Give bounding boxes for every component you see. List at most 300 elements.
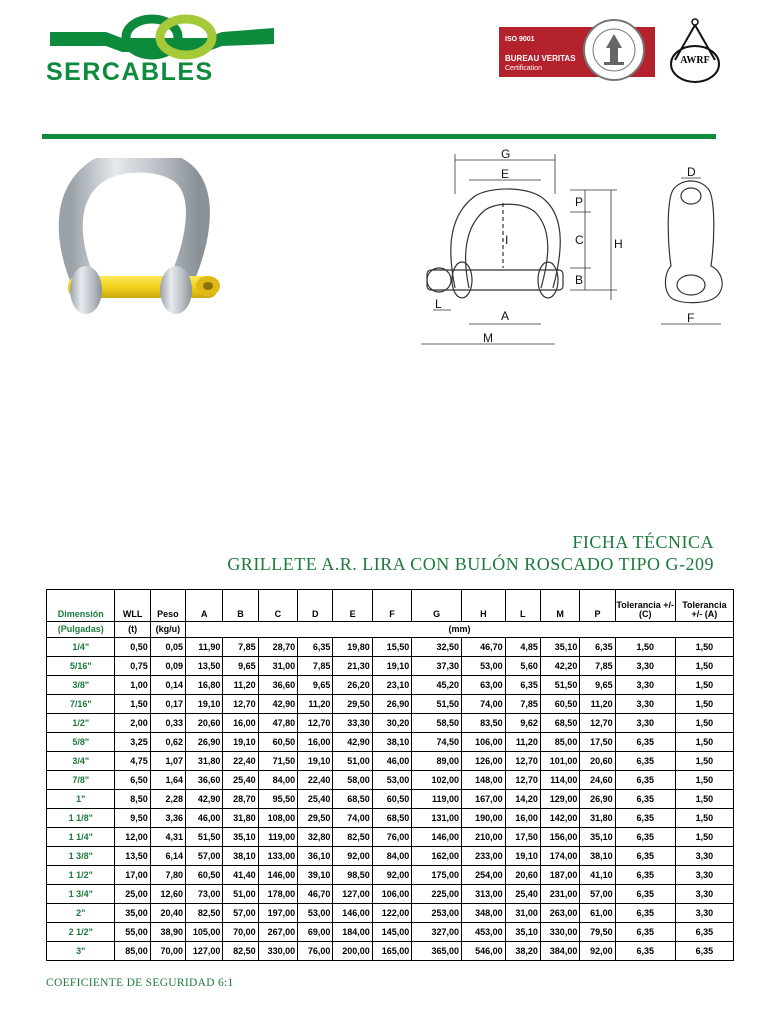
table-cell: 31,80 (580, 809, 615, 828)
table-cell: 108,00 (258, 809, 297, 828)
table-cell: 98,50 (333, 866, 372, 885)
size-cell: 1 3/4" (47, 885, 115, 904)
table-cell: 74,00 (462, 695, 506, 714)
column-header: G (412, 590, 462, 622)
table-cell: 146,00 (412, 828, 462, 847)
table-cell: 12,70 (505, 752, 540, 771)
table-cell: 233,00 (462, 847, 506, 866)
table-cell: 225,00 (412, 885, 462, 904)
column-header: M (540, 590, 579, 622)
table-cell: 142,00 (540, 809, 579, 828)
table-cell: 92,00 (580, 942, 615, 961)
cert-iso-label: ISO 9001 (505, 36, 535, 43)
table-cell: 35,10 (580, 828, 615, 847)
table-row (47, 942, 734, 961)
table-cell: 102,00 (412, 771, 462, 790)
table-cell: 127,00 (333, 885, 372, 904)
table-cell: 76,00 (372, 828, 411, 847)
table-cell: 3,30 (675, 866, 733, 885)
shackle-technical-drawing (405, 148, 745, 348)
table-cell: 6,35 (615, 809, 675, 828)
table-cell: 11,20 (223, 676, 258, 695)
header-divider (42, 134, 716, 139)
table-cell: 156,00 (540, 828, 579, 847)
column-header: Tolerancia +/- (A) (675, 590, 733, 622)
table-cell: 0,09 (150, 657, 185, 676)
table-cell: 70,00 (150, 942, 185, 961)
table-cell: 8,50 (115, 790, 150, 809)
table-cell: 41,10 (580, 866, 615, 885)
table-cell: 165,00 (372, 942, 411, 961)
column-header: E (333, 590, 372, 622)
table-cell: 19,10 (223, 733, 258, 752)
column-header: H (462, 590, 506, 622)
size-cell: 1 3/8" (47, 847, 115, 866)
table-cell: 12,60 (150, 885, 185, 904)
table-cell: 1,00 (115, 676, 150, 695)
table-cell: 200,00 (333, 942, 372, 961)
table-cell: 1,50 (615, 638, 675, 657)
table-cell: 29,50 (333, 695, 372, 714)
table-cell: 7,85 (223, 638, 258, 657)
column-header: P (580, 590, 615, 622)
table-cell: 0,50 (115, 638, 150, 657)
table-cell: 68,50 (540, 714, 579, 733)
table-cell: 82,50 (223, 942, 258, 961)
size-cell: 2 1/2" (47, 923, 115, 942)
table-cell: 231,00 (540, 885, 579, 904)
table-cell: 85,00 (540, 733, 579, 752)
dim-label-h: H (614, 237, 623, 251)
table-cell: 2,28 (150, 790, 185, 809)
units-wll: (t) (115, 622, 150, 638)
table-cell: 6,14 (150, 847, 185, 866)
table-cell: 3,30 (615, 714, 675, 733)
table-cell: 53,00 (298, 904, 333, 923)
cert-bureau-label: BUREAU VERITAS (505, 54, 576, 63)
table-cell: 1,64 (150, 771, 185, 790)
table-cell: 9,65 (298, 676, 333, 695)
table-cell: 148,00 (462, 771, 506, 790)
table-cell: 254,00 (462, 866, 506, 885)
table-cell: 19,10 (505, 847, 540, 866)
table-cell: 1,50 (675, 714, 733, 733)
table-cell: 1,50 (675, 809, 733, 828)
table-cell: 133,00 (258, 847, 297, 866)
dim-label-g: G (501, 148, 511, 161)
table-cell: 26,90 (186, 733, 223, 752)
table-cell: 0,33 (150, 714, 185, 733)
table-cell: 31,80 (223, 809, 258, 828)
table-cell: 1,50 (675, 657, 733, 676)
table-cell: 0,05 (150, 638, 185, 657)
size-cell: 1" (47, 790, 115, 809)
table-cell: 197,00 (258, 904, 297, 923)
table-cell: 6,35 (675, 923, 733, 942)
table-cell: 327,00 (412, 923, 462, 942)
table-cell: 82,50 (186, 904, 223, 923)
table-cell: 101,00 (540, 752, 579, 771)
table-cell: 13,50 (115, 847, 150, 866)
table-cell: 7,85 (580, 657, 615, 676)
table-row (47, 866, 734, 885)
table-cell: 31,00 (505, 904, 540, 923)
table-cell: 12,70 (505, 771, 540, 790)
table-cell: 42,20 (540, 657, 579, 676)
size-cell: 1/4" (47, 638, 115, 657)
table-cell: 15,50 (372, 638, 411, 657)
table-cell: 74,50 (412, 733, 462, 752)
table-cell: 29,50 (298, 809, 333, 828)
table-cell: 11,20 (298, 695, 333, 714)
table-cell: 16,80 (186, 676, 223, 695)
table-cell: 38,20 (505, 942, 540, 961)
table-cell: 6,35 (615, 942, 675, 961)
table-cell: 31,00 (258, 657, 297, 676)
table-cell: 190,00 (462, 809, 506, 828)
table-cell: 12,70 (298, 714, 333, 733)
dim-label-i: I (505, 233, 509, 247)
column-header: C (258, 590, 297, 622)
table-cell: 17,50 (580, 733, 615, 752)
table-row (47, 809, 734, 828)
column-header: Dimensión (47, 590, 115, 622)
dim-label-l: L (435, 297, 442, 311)
sheet-title: FICHA TÉCNICA (572, 532, 714, 552)
table-cell: 51,50 (186, 828, 223, 847)
table-cell: 25,40 (505, 885, 540, 904)
table-cell: 26,20 (333, 676, 372, 695)
table-cell: 36,60 (258, 676, 297, 695)
table-cell: 122,00 (372, 904, 411, 923)
table-cell: 57,00 (186, 847, 223, 866)
table-row (47, 885, 734, 904)
table-cell: 1,50 (675, 771, 733, 790)
table-cell: 22,40 (223, 752, 258, 771)
size-cell: 5/16" (47, 657, 115, 676)
table-row (47, 676, 734, 695)
table-cell: 42,90 (333, 733, 372, 752)
table-cell: 131,00 (412, 809, 462, 828)
table-cell: 14,20 (505, 790, 540, 809)
table-cell: 267,00 (258, 923, 297, 942)
table-cell: 106,00 (462, 733, 506, 752)
table-cell: 23,10 (372, 676, 411, 695)
table-cell: 25,40 (298, 790, 333, 809)
table-cell: 53,00 (462, 657, 506, 676)
table-row (47, 752, 734, 771)
table-cell: 0,75 (115, 657, 150, 676)
table-cell: 55,00 (115, 923, 150, 942)
column-header: F (372, 590, 411, 622)
table-cell: 28,70 (258, 638, 297, 657)
table-cell: 76,00 (298, 942, 333, 961)
bureau-veritas-seal-icon (582, 18, 646, 82)
table-cell: 9,65 (580, 676, 615, 695)
table-cell: 46,70 (298, 885, 333, 904)
table-row (47, 847, 734, 866)
table-cell: 68,50 (333, 790, 372, 809)
table-cell: 42,90 (186, 790, 223, 809)
table-cell: 313,00 (462, 885, 506, 904)
table-cell: 19,10 (372, 657, 411, 676)
table-cell: 1,50 (675, 695, 733, 714)
dim-label-p: P (575, 195, 584, 209)
table-cell: 6,35 (580, 638, 615, 657)
table-cell: 19,10 (298, 752, 333, 771)
table-cell: 365,00 (412, 942, 462, 961)
table-cell: 7,85 (505, 695, 540, 714)
table-cell: 1,50 (675, 828, 733, 847)
size-cell: 7/8" (47, 771, 115, 790)
table-cell: 7,80 (150, 866, 185, 885)
table-cell: 146,00 (258, 866, 297, 885)
table-cell: 92,00 (372, 866, 411, 885)
table-cell: 60,50 (186, 866, 223, 885)
table-cell: 146,00 (333, 904, 372, 923)
table-units-row (47, 622, 734, 638)
table-cell: 42,90 (258, 695, 297, 714)
table-cell: 145,00 (372, 923, 411, 942)
table-cell: 6,35 (615, 828, 675, 847)
dim-label-f: F (687, 311, 695, 325)
table-cell: 6,35 (615, 923, 675, 942)
table-cell: 3,30 (675, 904, 733, 923)
table-cell: 3,25 (115, 733, 150, 752)
table-cell: 253,00 (412, 904, 462, 923)
table-cell: 35,10 (505, 923, 540, 942)
table-cell: 3,36 (150, 809, 185, 828)
table-row (47, 923, 734, 942)
table-cell: 3,30 (675, 847, 733, 866)
table-cell: 24,60 (580, 771, 615, 790)
table-cell: 36,10 (298, 847, 333, 866)
table-cell: 210,00 (462, 828, 506, 847)
table-cell: 35,10 (540, 638, 579, 657)
table-cell: 69,00 (298, 923, 333, 942)
units-dims: (mm) (186, 622, 734, 638)
table-cell: 16,00 (298, 733, 333, 752)
table-cell: 60,50 (540, 695, 579, 714)
table-cell: 1,07 (150, 752, 185, 771)
size-cell: 1 1/4" (47, 828, 115, 847)
table-cell: 82,50 (333, 828, 372, 847)
table-cell: 21,30 (333, 657, 372, 676)
table-cell: 12,00 (115, 828, 150, 847)
table-cell: 20,60 (580, 752, 615, 771)
table-cell: 9,65 (223, 657, 258, 676)
table-cell: 20,60 (186, 714, 223, 733)
table-cell: 6,35 (615, 790, 675, 809)
table-cell: 12,70 (580, 714, 615, 733)
table-cell: 35,10 (223, 828, 258, 847)
table-cell: 174,00 (540, 847, 579, 866)
dim-label-c: C (575, 233, 584, 247)
table-cell: 263,00 (540, 904, 579, 923)
units-peso: (kg/u) (150, 622, 185, 638)
table-cell: 16,00 (505, 809, 540, 828)
table-cell: 6,50 (115, 771, 150, 790)
table-cell: 89,00 (412, 752, 462, 771)
table-cell: 11,20 (505, 733, 540, 752)
table-cell: 348,00 (462, 904, 506, 923)
table-cell: 6,35 (615, 885, 675, 904)
table-cell: 0,14 (150, 676, 185, 695)
table-cell: 187,00 (540, 866, 579, 885)
table-cell: 58,50 (412, 714, 462, 733)
table-cell: 51,00 (223, 885, 258, 904)
table-cell: 6,35 (615, 733, 675, 752)
table-cell: 3,30 (675, 885, 733, 904)
table-cell: 53,00 (372, 771, 411, 790)
table-cell: 28,70 (223, 790, 258, 809)
table-cell: 36,60 (186, 771, 223, 790)
table-cell: 127,00 (186, 942, 223, 961)
table-cell: 119,00 (258, 828, 297, 847)
table-cell: 60,50 (372, 790, 411, 809)
table-cell: 3,30 (615, 657, 675, 676)
table-row (47, 657, 734, 676)
safety-factor-note: COEFICIENTE DE SEGURIDAD 6:1 (46, 977, 234, 989)
table-cell: 9,50 (115, 809, 150, 828)
dim-label-a: A (501, 309, 510, 323)
dim-label-d: D (687, 165, 696, 179)
table-cell: 30,20 (372, 714, 411, 733)
table-cell: 11,90 (186, 638, 223, 657)
table-cell: 31,80 (186, 752, 223, 771)
table-cell: 162,00 (412, 847, 462, 866)
table-cell: 119,00 (412, 790, 462, 809)
table-cell: 70,00 (223, 923, 258, 942)
table-cell: 6,35 (505, 676, 540, 695)
table-cell: 6,35 (615, 771, 675, 790)
table-cell: 6,35 (615, 866, 675, 885)
table-cell: 20,40 (150, 904, 185, 923)
table-row (47, 695, 734, 714)
table-row (47, 904, 734, 923)
column-header: WLL (115, 590, 150, 622)
table-cell: 4,31 (150, 828, 185, 847)
table-cell: 26,90 (580, 790, 615, 809)
table-cell: 19,80 (333, 638, 372, 657)
table-cell: 57,00 (580, 885, 615, 904)
table-cell: 32,80 (298, 828, 333, 847)
table-cell: 19,10 (186, 695, 223, 714)
table-cell: 178,00 (258, 885, 297, 904)
size-cell: 3/8" (47, 676, 115, 695)
table-cell: 60,50 (258, 733, 297, 752)
size-cell: 3/4" (47, 752, 115, 771)
size-cell: 3" (47, 942, 115, 961)
table-cell: 71,50 (258, 752, 297, 771)
dim-label-b: B (575, 273, 584, 287)
size-cell: 5/8" (47, 733, 115, 752)
size-cell: 1 1/2" (47, 866, 115, 885)
table-cell: 129,00 (540, 790, 579, 809)
table-cell: 63,00 (462, 676, 506, 695)
table-cell: 74,00 (333, 809, 372, 828)
table-cell: 6,35 (298, 638, 333, 657)
table-cell: 1,50 (675, 790, 733, 809)
table-cell: 167,00 (462, 790, 506, 809)
table-cell: 46,00 (372, 752, 411, 771)
table-cell: 38,10 (223, 847, 258, 866)
table-cell: 22,40 (298, 771, 333, 790)
table-cell: 7,85 (298, 657, 333, 676)
table-row (47, 638, 734, 657)
table-cell: 35,00 (115, 904, 150, 923)
table-cell: 37,30 (412, 657, 462, 676)
size-cell: 7/16" (47, 695, 115, 714)
table-cell: 6,35 (615, 847, 675, 866)
table-cell: 85,00 (115, 942, 150, 961)
table-cell: 4,75 (115, 752, 150, 771)
table-cell: 47,80 (258, 714, 297, 733)
table-cell: 83,50 (462, 714, 506, 733)
table-cell: 39,10 (298, 866, 333, 885)
table-cell: 95,50 (258, 790, 297, 809)
table-cell: 6,35 (615, 904, 675, 923)
table-cell: 33,30 (333, 714, 372, 733)
table-cell: 0,17 (150, 695, 185, 714)
table-cell: 1,50 (115, 695, 150, 714)
table-cell: 384,00 (540, 942, 579, 961)
size-cell: 1 1/8" (47, 809, 115, 828)
dim-label-m: M (483, 331, 493, 345)
table-cell: 17,00 (115, 866, 150, 885)
table-cell: 2,00 (115, 714, 150, 733)
table-cell: 175,00 (412, 866, 462, 885)
table-cell: 6,35 (675, 942, 733, 961)
table-cell: 17,50 (505, 828, 540, 847)
awrf-label: AWRF (680, 55, 710, 66)
table-cell: 546,00 (462, 942, 506, 961)
table-cell: 3,30 (615, 695, 675, 714)
table-row (47, 714, 734, 733)
table-cell: 46,00 (186, 809, 223, 828)
table-cell: 3,30 (615, 676, 675, 695)
table-cell: 12,70 (223, 695, 258, 714)
table-row (47, 790, 734, 809)
table-cell: 184,00 (333, 923, 372, 942)
table-row (47, 828, 734, 847)
table-cell: 6,35 (615, 752, 675, 771)
table-cell: 25,00 (115, 885, 150, 904)
table-cell: 25,40 (223, 771, 258, 790)
product-title: GRILLETE A.R. LIRA CON BULÓN ROSCADO TIPO G-209 (227, 554, 714, 574)
table-cell: 41,40 (223, 866, 258, 885)
table-cell: 1,50 (675, 733, 733, 752)
table-cell: 11,20 (580, 695, 615, 714)
table-cell: 73,00 (186, 885, 223, 904)
table-cell: 1,50 (675, 752, 733, 771)
table-cell: 46,70 (462, 638, 506, 657)
table-cell: 57,00 (223, 904, 258, 923)
table-cell: 13,50 (186, 657, 223, 676)
table-cell: 106,00 (372, 885, 411, 904)
table-cell: 20,60 (505, 866, 540, 885)
table-cell: 126,00 (462, 752, 506, 771)
table-cell: 61,00 (580, 904, 615, 923)
column-header: Peso (150, 590, 185, 622)
column-header: L (505, 590, 540, 622)
cert-certification-label: Certification (505, 65, 542, 72)
column-header: Tolerancia +/- (C) (615, 590, 675, 622)
table-row (47, 771, 734, 790)
table-cell: 45,20 (412, 676, 462, 695)
table-cell: 330,00 (258, 942, 297, 961)
table-cell: 84,00 (372, 847, 411, 866)
